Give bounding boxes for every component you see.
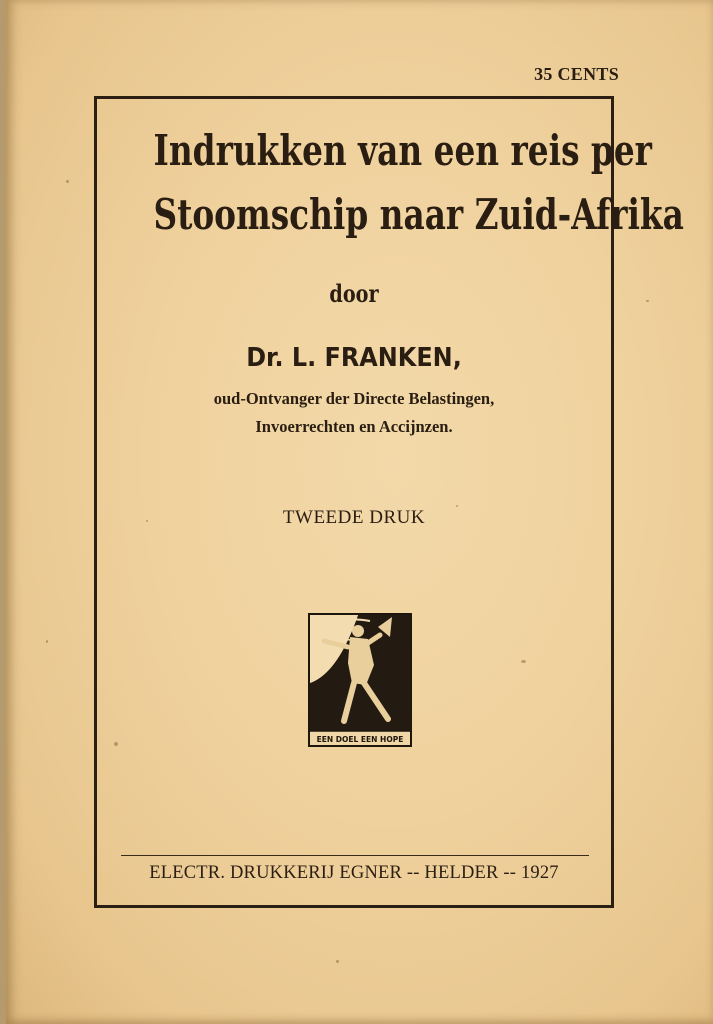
paper-speck [646,300,649,302]
archer-icon [308,613,412,747]
book-title [153,119,684,247]
price-label: 35 CENTS [534,64,619,84]
author-name: Dr. L. FRANKEN, [246,343,462,373]
title-line-1: Indrukken van een reis per [153,126,652,175]
author-role-line-2: Invoerrechten en Accijnzen. [255,417,453,436]
paper-speck [336,960,339,963]
paper-speck [66,180,69,183]
author-role-line-1: oud-Ontvanger der Directe Belastingen, [213,389,495,408]
emblem-motto: EEN DOEL EEN HOPE [316,735,404,744]
printer-imprint: ELECTR. DRUKKERIJ EGNER -- HELDER -- 1927 [149,863,559,883]
book-cover [6,0,713,1024]
imprint-divider [121,855,589,856]
byline: door [329,279,379,308]
cover-frame [94,96,684,908]
title-line-2: Stoomschip naar Zuid-Afrika [153,190,684,239]
author-role [97,385,611,441]
paper-speck [46,640,48,643]
edition-label: TWEEDE DRUK [282,507,426,528]
